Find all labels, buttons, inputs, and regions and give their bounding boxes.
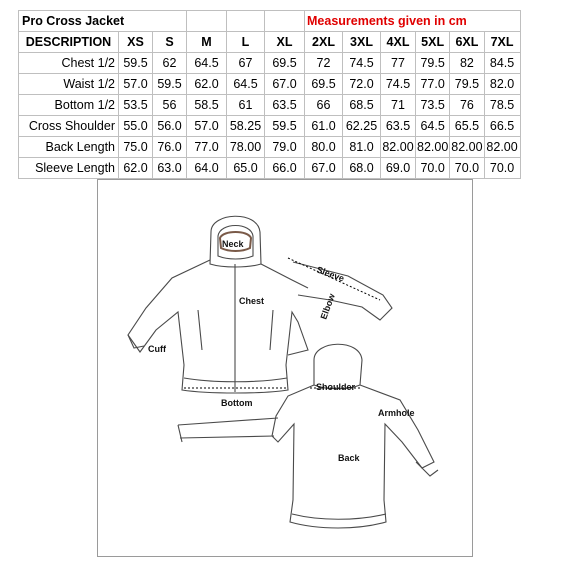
measurement-cell: 56.0 [153,116,187,137]
measurement-cell: 68.0 [343,158,381,179]
size-header: 7XL [484,32,520,53]
measurement-cell: 67.0 [265,74,305,95]
measurement-cell: 63.0 [153,158,187,179]
front-sleeve-right [293,262,392,320]
measurement-cell: 72.0 [343,74,381,95]
measurement-cell: 71 [381,95,416,116]
row-label: Bottom 1/2 [19,95,119,116]
product-title: Pro Cross Jacket [19,11,187,32]
measurement-cell: 57.0 [187,116,227,137]
measurement-cell: 57.0 [119,74,153,95]
measurement-cell: 74.5 [343,53,381,74]
empty-cell [265,11,305,32]
measurement-cell: 59.5 [153,74,187,95]
cuff-left-back [178,425,182,442]
jacket-diagram [97,179,473,557]
back-label: Back [338,453,360,463]
measurement-cell: 82.0 [484,74,520,95]
measurement-cell: 67 [227,53,265,74]
measurement-cell: 82.00 [484,137,520,158]
measurement-cell: 58.25 [227,116,265,137]
measurement-cell: 64.5 [187,53,227,74]
elbow-label: Elbow [318,292,337,321]
measurement-cell: 64.0 [187,158,227,179]
measurement-cell: 62.0 [119,158,153,179]
header-row [19,32,521,53]
measurement-cell: 56 [153,95,187,116]
measurement-cell: 69.5 [305,74,343,95]
measurement-cell: 62.25 [343,116,381,137]
size-header: 3XL [343,32,381,53]
units-note: Measurements given in cm [305,11,521,32]
measurement-row [19,95,521,116]
measurement-cell: 79.0 [265,137,305,158]
measurement-cell: 59.5 [265,116,305,137]
back-hem [292,514,386,519]
measurement-cell: 66.0 [265,158,305,179]
measurement-cell: 82.00 [416,137,450,158]
measurement-cell: 59.5 [119,53,153,74]
measurement-row [19,116,521,137]
measurement-cell: 64.5 [416,116,450,137]
size-header: M [187,32,227,53]
measurement-cell: 84.5 [484,53,520,74]
title-row [19,11,521,32]
measurement-cell: 82.00 [450,137,484,158]
measurement-cell: 77.0 [416,74,450,95]
measurement-row [19,74,521,95]
measurement-cell: 82.00 [381,137,416,158]
cuff-label: Cuff [148,344,166,354]
measurement-cell: 78.00 [227,137,265,158]
measurement-cell: 65.5 [450,116,484,137]
front-body [128,260,308,393]
measurement-cell: 73.5 [416,95,450,116]
size-header: 6XL [450,32,484,53]
measurement-cell: 72 [305,53,343,74]
row-label: Back Length [19,137,119,158]
measurement-cell: 62.0 [187,74,227,95]
size-header: 5XL [416,32,450,53]
empty-cell [227,11,265,32]
measurement-cell: 79.5 [416,53,450,74]
measurement-cell: 61.0 [305,116,343,137]
measurement-cell: 66.5 [484,116,520,137]
back-sleeve-left [178,418,278,438]
measurement-cell: 65.0 [227,158,265,179]
jacket-sketch [98,180,472,556]
chest-label: Chest [239,296,265,306]
neck-label: Neck [222,239,244,249]
measurement-cell: 76 [450,95,484,116]
measurement-cell: 63.5 [381,116,416,137]
row-label: Sleeve Length [19,158,119,179]
size-header: 2XL [305,32,343,53]
bottom-label: Bottom [221,398,253,408]
measurement-row [19,137,521,158]
measurement-cell: 69.0 [381,158,416,179]
measurement-cell: 69.5 [265,53,305,74]
measurement-cell: 74.5 [381,74,416,95]
measurement-cell: 77.0 [187,137,227,158]
row-label: Waist 1/2 [19,74,119,95]
measurement-cell: 53.5 [119,95,153,116]
description-header: DESCRIPTION [19,32,119,53]
measurement-cell: 76.0 [153,137,187,158]
size-header: XL [265,32,305,53]
measurement-cell: 68.5 [343,95,381,116]
measurement-cell: 67.0 [305,158,343,179]
size-header: S [153,32,187,53]
size-header: L [227,32,265,53]
armhole-label: Armhole [378,408,415,418]
shoulder-label: Shoulder [316,382,356,392]
empty-cell [187,11,227,32]
size-header: 4XL [381,32,416,53]
measurement-cell: 70.0 [484,158,520,179]
measurement-cell: 70.0 [416,158,450,179]
measurement-cell: 78.5 [484,95,520,116]
measurement-row [19,158,521,179]
measurement-cell: 82 [450,53,484,74]
measurement-rows [19,53,521,179]
measurement-cell: 55.0 [119,116,153,137]
measurement-cell: 80.0 [305,137,343,158]
measurement-cell: 61 [227,95,265,116]
measurement-cell: 63.5 [265,95,305,116]
measurement-cell: 79.5 [450,74,484,95]
sleeve-label: Sleeve [315,264,346,284]
measurement-cell: 58.5 [187,95,227,116]
measurement-cell: 81.0 [343,137,381,158]
measurement-cell: 75.0 [119,137,153,158]
measurement-cell: 70.0 [450,158,484,179]
row-label: Chest 1/2 [19,53,119,74]
measurement-cell: 66 [305,95,343,116]
measurement-row [19,53,521,74]
measurement-cell: 64.5 [227,74,265,95]
size-chart-table [18,10,521,179]
size-header: XS [119,32,153,53]
measurement-cell: 77 [381,53,416,74]
measurement-cell: 62 [153,53,187,74]
row-label: Cross Shoulder [19,116,119,137]
